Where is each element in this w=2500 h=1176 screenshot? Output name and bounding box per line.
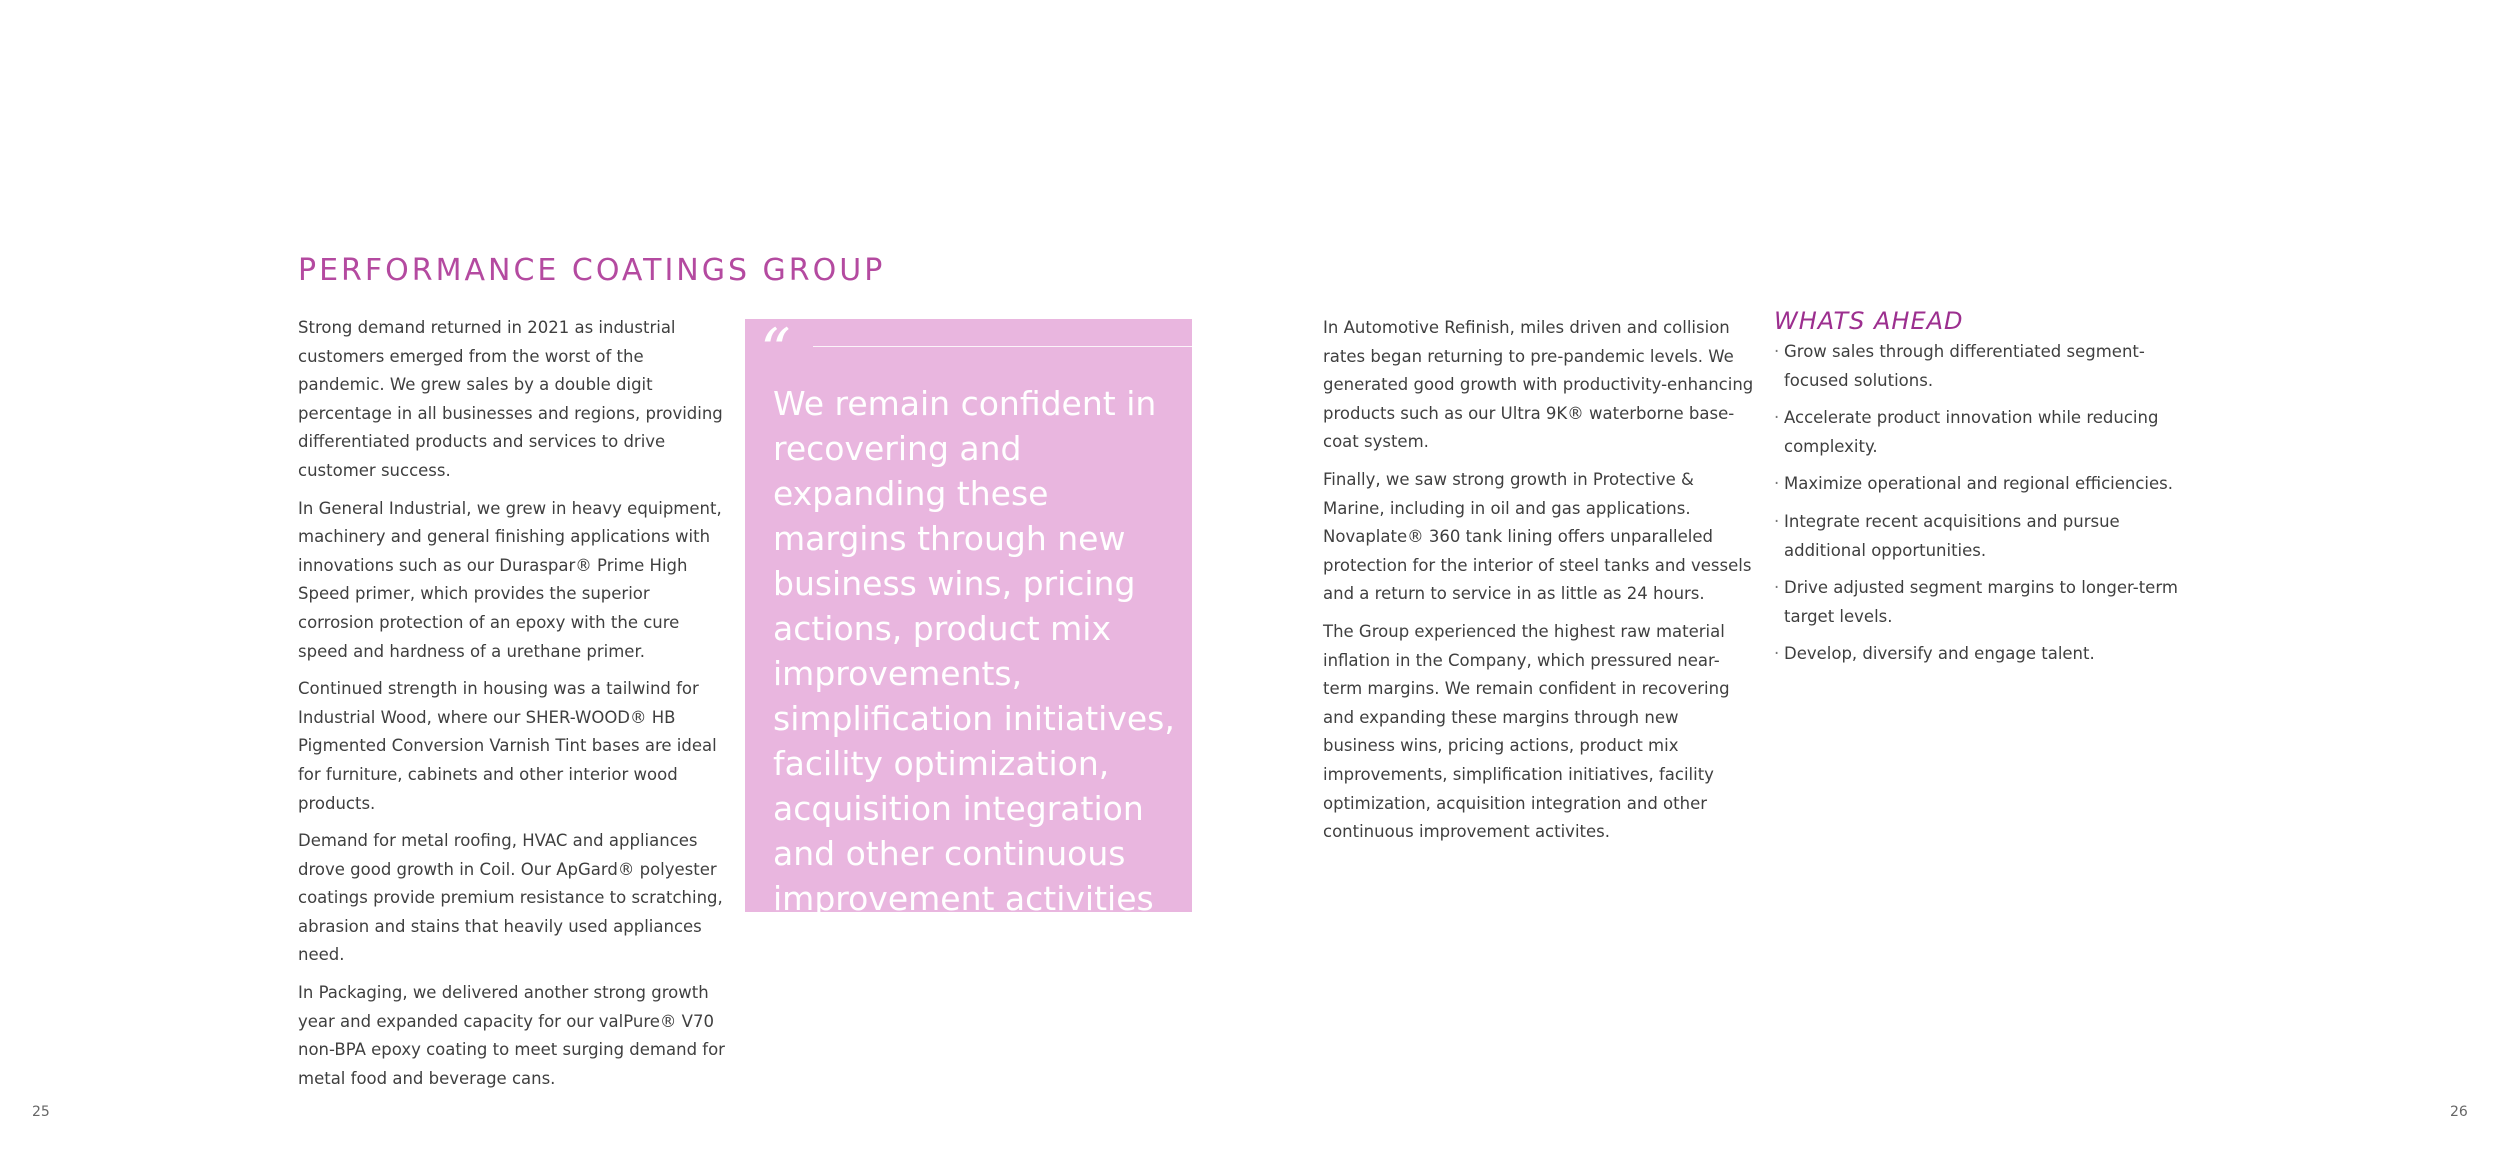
bullet-icon: · [1774,644,1780,664]
paragraph: The Group experienced the highest raw material inflation in the Company, which pressured near-term margins. We remain confident in recovering and expanding these margins through new business wins, pricing actions, product mix improvements, simplification initiatives, facility optimization, acquisition integration and other continuous improvement activites. [1323,621,1730,842]
bullet-icon: · [1774,578,1780,598]
list-item [1774,508,2194,565]
page-number-right: 26 [2450,1104,2468,1120]
bullet-icon: · [1774,511,1780,531]
pull-quote [745,316,1192,918]
right-text-column [1323,314,1755,856]
section-heading: PERFORMANCE COATINGS GROUP [298,253,886,288]
list-item [1774,470,2194,499]
paragraph: In Packaging, we delivered another strong growth year and expanded capacity for our valPure® V70 non-BPA epoxy coating to meet surging demand for metal food and beverage cans. [298,983,725,1088]
bullet-icon: · [1774,342,1780,361]
left-text-column [298,314,730,1102]
paragraph: Finally, we saw strong growth in Protective & Marine, including in oil and gas applications. Novaplate® 360 tank lining offers unparalleled protection for the interior of steel tanks and vessels and a return to service in as little as 24 hours. [1323,469,1752,604]
paragraph: Demand for metal roofing, HVAC and appliances drove good growth in Coil. Our ApGard® polyester coatings provide premium resistance to scratching, abrasion and stains that heavily used appliances need. [298,831,723,965]
list-item-text: Accelerate product innovation while reducing complexity. [1784,408,2159,456]
bullet-icon: · [1774,408,1780,428]
paragraph: Continued strength in housing was a tailwind for Industrial Wood, where our SHER-WOOD® HB Pigmented Conversion Varnish Tint bases are ideal for furniture, cabinets and other interior wood products. [298,679,717,813]
list-item [1774,640,2194,669]
list-item-text: Develop, diversify and engage talent. [1784,644,2095,664]
list-item-text: Grow sales through differentiated segment-focused solutions. [1784,342,2145,390]
list-item-text: Integrate recent acquisitions and pursue additional opportunities. [1784,511,2120,560]
paragraph: In Automotive Refinish, miles driven and collision rates began returning to pre-pandemic levels. We generated good growth with productivity-enhancing products such as our Ultra 9K® waterborne base-coat system. [1323,318,1754,452]
bullet-icon: · [1774,474,1780,494]
list-item [1774,338,2194,395]
pull-quote-text: We remain confident in recovering and expanding these margins through new business wins, pricing actions, product mix improvements, simplification initiatives, facility optimization, acquisition integration and other continuous improvement activities [773,384,1175,918]
whats-ahead-panel [1774,307,2194,678]
quote-mark-icon: “ [760,316,791,386]
list-item [1774,404,2194,461]
paragraph: Strong demand returned in 2021 as industrial customers emerged from the worst of the pandemic. We grew sales by a double digit percentage in all businesses and regions, providing differentiated products and services to drive customer success. [298,318,723,480]
list-item [1774,574,2194,631]
quote-divider [813,346,1192,347]
whats-ahead-list [1774,338,2194,669]
list-item-text: Maximize operational and regional efficiencies. [1784,474,2173,494]
paragraph: In General Industrial, we grew in heavy equipment, machinery and general finishing applications with innovations such as our Duraspar® Prime High Speed primer, which provides the superior corrosion protection of an epoxy with the cure speed and hardness of a urethane primer. [298,498,722,661]
page-number-left: 25 [32,1104,50,1120]
whats-ahead-title: WHATS AHEAD [1774,307,1964,335]
list-item-text: Drive adjusted segment margins to longer-term target levels. [1784,578,2178,626]
